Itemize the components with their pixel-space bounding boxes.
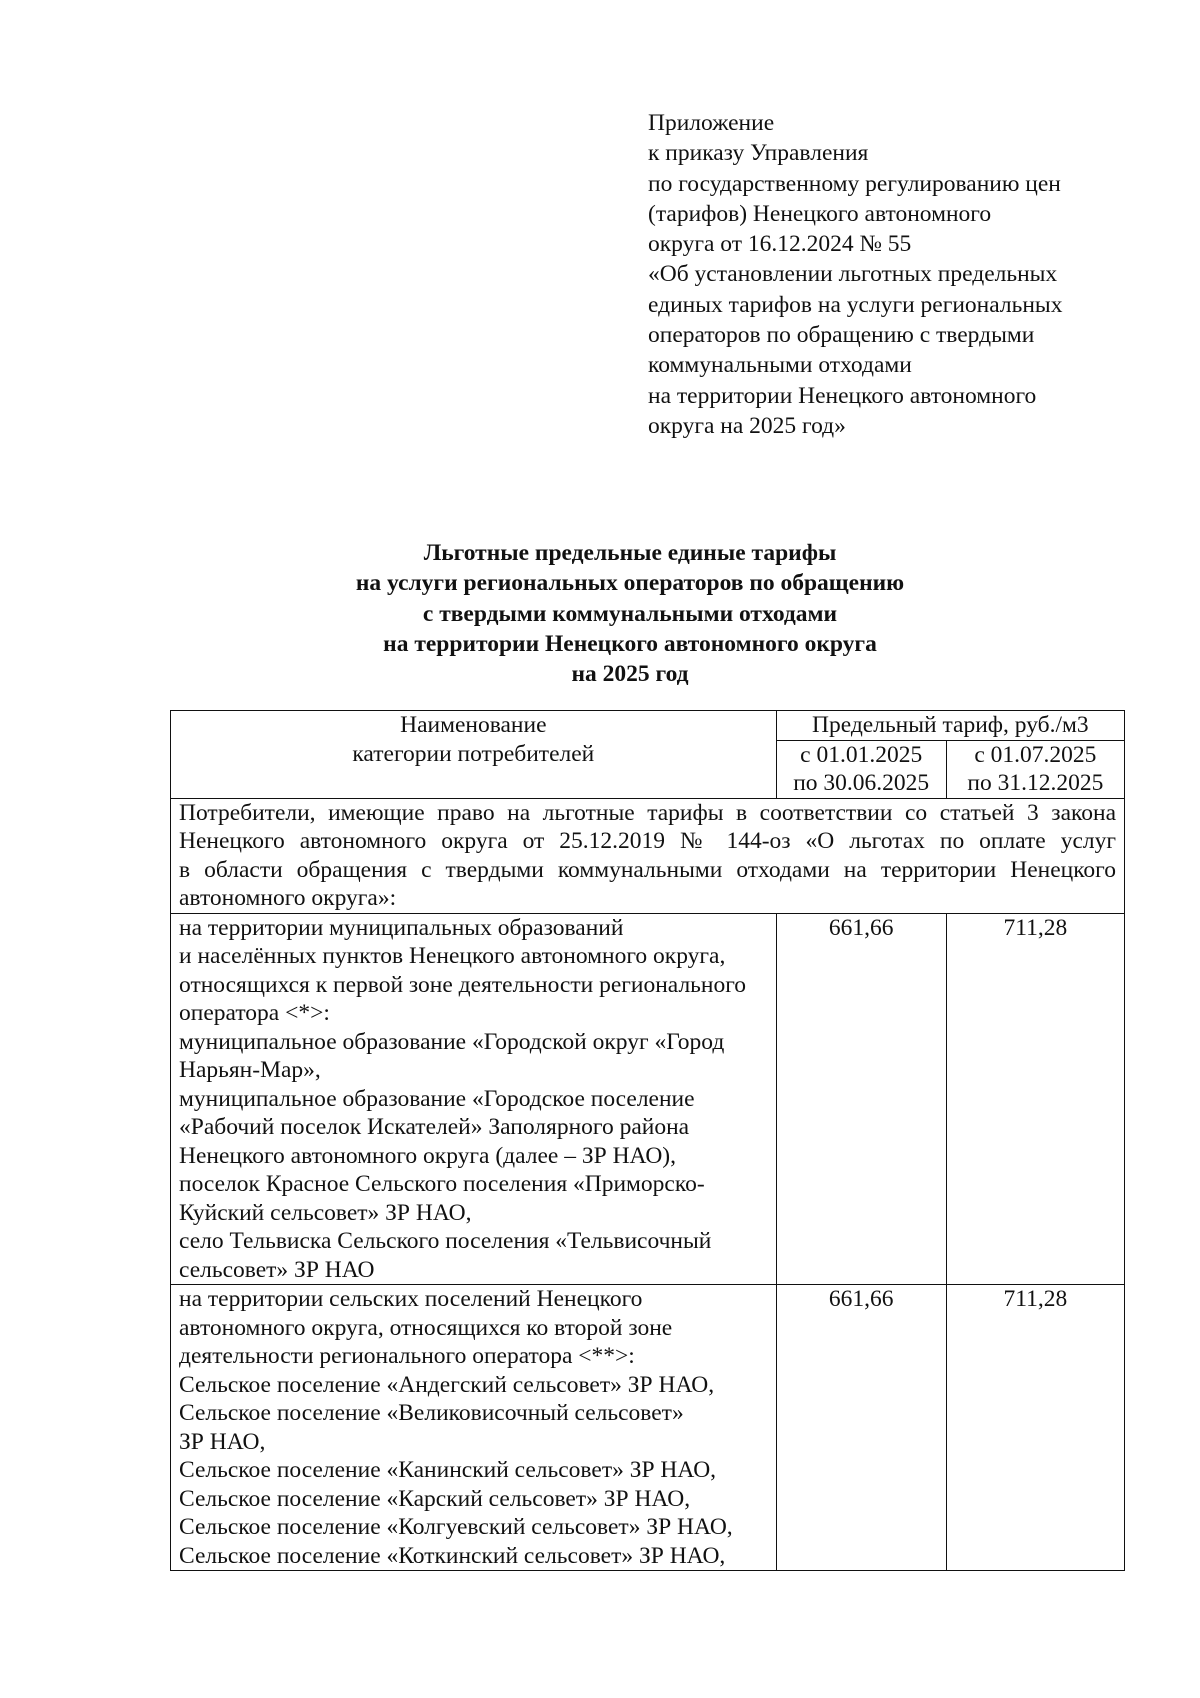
- title-line: Льготные предельные единые тарифы: [423, 540, 837, 566]
- appendix-line: по государственному регулированию цен: [648, 170, 1061, 197]
- appendix-block: [648, 108, 1168, 441]
- category-line: автономного округа, относящихся ко второй зоне: [179, 1314, 673, 1341]
- document-title: [160, 538, 1100, 689]
- category-line: на территории сельских поселений Ненецкого: [179, 1286, 643, 1312]
- tariff-table: [170, 710, 1125, 1571]
- category-line: и населённых пунктов Ненецкого автономного округа,: [179, 943, 726, 969]
- tariff-value-h1: 661,66: [776, 1285, 946, 1571]
- category-line: «Рабочий поселок Искателей» Заполярного района: [179, 1114, 690, 1140]
- category-line: Сельское поселение «Канинский сельсовет» ЗР НАО,: [179, 1457, 717, 1483]
- appendix-line: на территории Ненецкого автономного: [648, 382, 1037, 409]
- category-line: относящихся к первой зоне деятельности регионального: [179, 971, 747, 998]
- intro-line: в области обращения с твердыми коммунальными отходами на территории Ненецкого: [179, 856, 1116, 883]
- category-line: Куйский сельсовет» ЗР НАО,: [179, 1199, 472, 1226]
- appendix-line: «Об установлении льготных предельных: [648, 261, 1058, 288]
- header-category-line: категории потребителей: [352, 740, 595, 767]
- category-line: село Тельвиска Сельского поселения «Тельвисочный: [179, 1228, 712, 1254]
- appendix-line: округа от 16.12.2024 № 55: [648, 231, 912, 258]
- category-line: деятельности регионального оператора <**>:: [179, 1343, 635, 1369]
- category-line: оператора <*>:: [179, 1000, 330, 1026]
- category-line: Нарьян-Мар»,: [179, 1057, 321, 1083]
- category-line: поселок Красное Сельского поселения «Приморско-: [179, 1171, 705, 1197]
- header-period-2: [946, 740, 1124, 798]
- appendix-line: округа на 2025 год»: [648, 412, 846, 439]
- appendix-line: Приложение: [648, 110, 775, 136]
- category-line: на территории муниципальных образований: [179, 914, 624, 941]
- category-line: Сельское поселение «Андегский сельсовет» ЗР НАО,: [179, 1371, 715, 1398]
- header-period-1: [776, 740, 946, 798]
- category-line: муниципальное образование «Городское поселение: [179, 1085, 695, 1112]
- category-line: Сельское поселение «Коткинский сельсовет» ЗР НАО,: [179, 1542, 726, 1569]
- title-line: на услуги региональных операторов по обращению: [355, 570, 905, 597]
- header-category-line: Наименование: [400, 712, 547, 738]
- intro-cell: [171, 798, 1125, 913]
- category-cell: [171, 913, 777, 1285]
- title-line: на 2025 год: [571, 661, 689, 688]
- appendix-line: коммунальными отходами: [648, 352, 912, 379]
- category-line: Сельское поселение «Колгуевский сельсовет» ЗР НАО,: [179, 1514, 733, 1540]
- header-category-cell: [171, 711, 777, 799]
- appendix-line: (тарифов) Ненецкого автономного: [648, 200, 992, 227]
- header-period-line: по 31.12.2025: [967, 770, 1104, 796]
- intro-line: Потребители, имеющие право на льготные тарифы в соответствии со статьей 3 закона: [179, 799, 1116, 826]
- table-header-row: [171, 711, 1125, 741]
- table-intro-row: [171, 798, 1125, 913]
- category-line: ЗР НАО,: [179, 1428, 266, 1455]
- header-period-line: по 30.06.2025: [793, 770, 930, 796]
- category-line: Сельское поселение «Карский сельсовет» ЗР НАО,: [179, 1485, 691, 1512]
- category-line: муниципальное образование «Городской округ «Город: [179, 1028, 725, 1055]
- header-period-line: с 01.07.2025: [974, 741, 1097, 768]
- tariff-value-h2: 711,28: [946, 1285, 1124, 1571]
- intro-line: автономного округа»:: [179, 885, 397, 911]
- tariff-value-h2: 711,28: [946, 913, 1124, 1285]
- title-line: на территории Ненецкого автономного округа: [383, 630, 877, 657]
- category-line: Сельское поселение «Великовисочный сельсовет»: [179, 1400, 684, 1426]
- header-tariff-group: Предельный тариф, руб./м3: [776, 711, 1124, 741]
- table-row: [171, 913, 1125, 1285]
- category-line: Ненецкого автономного округа (далее – ЗР НАО),: [179, 1142, 677, 1169]
- category-line: сельсовет» ЗР НАО: [179, 1256, 375, 1283]
- tariff-value-h1: 661,66: [776, 913, 946, 1285]
- appendix-line: операторов по обращению с твердыми: [648, 322, 1035, 349]
- category-cell: [171, 1285, 777, 1571]
- appendix-line: к приказу Управления: [648, 140, 869, 167]
- header-period-line: с 01.01.2025: [800, 741, 923, 768]
- appendix-line: единых тарифов на услуги региональных: [648, 291, 1063, 318]
- table-row: [171, 1285, 1125, 1571]
- title-line: с твердыми коммунальными отходами: [422, 600, 838, 627]
- intro-line: Ненецкого автономного округа от 25.12.2019 № 144-оз «О льготах по оплате услуг: [179, 828, 1116, 854]
